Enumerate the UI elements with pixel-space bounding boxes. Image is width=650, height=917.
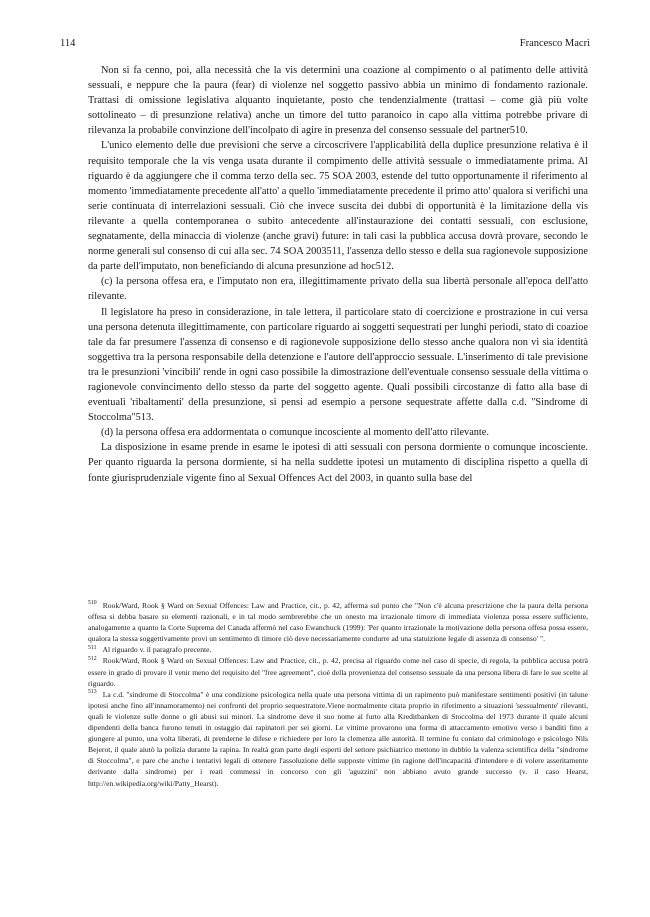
- paragraph: (d) la persona offesa era addormentata o comunque incosciente al momento dell'atto rilevante.: [101, 427, 489, 439]
- footnote-number: 510: [88, 600, 97, 607]
- running-author: Francesco Macrì: [519, 38, 590, 49]
- footnote-text: Rook/Ward, Rook § Ward on Sexual Offences: Law and Practice, cit., p. 42, afferma sul punto che "Non c'è alcuna prescrizione che la paura della persona offesa si debba basare su elementi razionali, e in tal modo sembrerebbe che un onesto ma irrazionale timore di immediata violenza possa essere sufficiente, analogamente a quanto la Corte Suprema del Canada affermò nel caso Ewanchuck (1999): 'Per quanto irrazionale la motivazione della persona offesa possa essere, qualora la stessa soggettivamente provi un sentimento di timore ciò deve necessariamente condurre ad una statuizione legale di assenza di consenso' ".: [88, 601, 588, 644]
- footnotes: [88, 600, 588, 789]
- footnote-text: La c.d. "sindrome di Stoccolma" è una condizione psicologica nella quale una persona vittima di un rapimento può manifestare sentimenti positivi (in talune ipotesi anche fino all'innamoramento) nei confronti del proprio sequestratore.Viene normalmente citata proprio in riferimento a situazioni 'sessualmente' rilevanti, quali le violenze sulle donne o gli abusi sui minori. La sindrome deve il suo nome al furto alla Kreditbanken di Stoccolma del 1973 durante il quale alcuni dipendenti della banca furono tenuti in ostaggio dai rapinatori per sei giorni. Le vittime provarono una forma di attaccamento emotivo verso i banditi fino a giungere al punto, una volta liberati, di prenderne le difese e richiedere per loro la clemenza alle autorità. Il termine fu coniato dal criminologo e psicologo Nils Bejerot, il quale aiutò la polizia durante la rapina. In realtà gran parte degli esperti del settore psichiatrico mettono in dubbio la valenza scientifica della "sindrome di Stoccolma", e pare che anche i tentativi legali di ottenere l'assoluzione delle supposte vittime (in ragione dell'incapacità d'intendere e di volere asseritamente derivante dalla sindrome) per i reati commessi in concorso con gli 'aguzzini' non abbiano avuto grande successo (v. il caso Hearst, http://en.wikipedia.org/wiki/Patty_Hearst).: [88, 689, 588, 788]
- footnote-text: Rook/Ward, Rook § Ward on Sexual Offences: Law and Practice, cit., p. 42, precisa al riguardo come nel caso di specie, di regola, la pubblica accusa potrà essere in grado di provare il venir meno del requisito del "free agreement", cioè della provenienza del consenso sessuale da una persona libera di fare le sue scelte al riguardo.: [88, 656, 588, 688]
- footnote-number: 512: [88, 655, 97, 662]
- footnote: [88, 600, 588, 644]
- paragraph: La disposizione in esame prende in esame le ipotesi di atti sessuali con persona dormiente o comunque incosciente. Per quanto riguarda la persona dormiente, si ha nella suddette ipotesi un mutamento di disciplina rispetto a quella di fonte giurisprudenziale vigente fino al Sexual Offences Act del 2003, in quanto sulla base del: [88, 442, 588, 484]
- paragraph: L'unico elemento delle due previsioni che serve a circoscrivere l'applicabilità della duplice presunzione relativa è il requisito temporale che la vis venga usata durante il compimento delle attività sessuale o immediatamente prima. Al riguardo è da aggiungere che il comma terzo della sec. 75 SOA 2003, estende del tutto opportunamente il riferimento al momento 'immediatamente precedente all'atto' a quello 'immediatamente precedente il primo atto' qualora si verifichi una serie continuata di interrelazioni sessuali. Ciò che invece suscita dei dubbi di opportunità è la limitazione della vis rilevante a quella contemporanea o subito antecedente all'instaurazione dei contatti sessuali, con esclusione, segnatamente, della minaccia di violenze (anche gravi) future: in tali casi la pubblica accusa dovrà provare, secondo le norme generali sul consenso di cui alla sec. 74 SOA 2003511, l'assenza dello stesso e della sua ragionevole supposizione da parte dell'imputato, non beneficiando di alcuna presunzione ad hoc512.: [88, 140, 588, 273]
- paragraph: Non si fa cenno, poi, alla necessità che la vis determini una coazione al compimento o al patimento delle attività sessuali, e neppure che la paura (fear) di violenze nel soggetto passivo abbia un minimo di fondamento razionale. Trattasi di omissione legislativa alquanto inquietante, posto che tendenzialmente (trattasi – come già più volte sottolineato – di presunzione relativa) anche un timore del tutto paranoico in capo alla vittima potrebbe privare di rilevanza la probabile convinzione dell'incolpato di agire in presenza del consenso sessuale del partner510.: [88, 65, 588, 137]
- paragraph: Il legislatore ha preso in considerazione, in tale lettera, il particolare stato di coercizione e prostrazione in cui versa una persona detenuta illegittimamente, con particolare riguardo ai soggetti sequestrati per lunghi periodi, stato di coazioe tale da far presumere l'assenza di consenso e di ragionevole supposizione dello stesso anche qualora non vi sia identità soggettiva tra la persona responsabile della detenzione e l'autore dell'approccio sessuale. L'inserimento di tale previsione tra le presunzioni 'vincibili' rende in ogni caso possibile la dimostrazione dell'eventuale consenso sessuale della vittima o ragionevole convincimento dello stesso da parte del soggetto agente. Quali possibili circostanze di fatto alla base di eventuali 'ribaltamenti' della presunzione, si pensi ad esempio a persone sequestrate affette dalla c.d. "Sindrome di Stoccolma"513.: [88, 306, 588, 424]
- paragraph: (c) la persona offesa era, e l'imputato non era, illegittimamente privato della sua libertà personale all'epoca dell'atto rilevante.: [88, 276, 588, 303]
- footnote: [88, 689, 588, 789]
- footnote: [88, 644, 588, 655]
- footnote-text: Al riguardo v. il paragrafo precente.: [102, 645, 212, 655]
- page-number: 114: [60, 38, 76, 49]
- running-header: [60, 38, 590, 52]
- footnote: [88, 655, 588, 688]
- footnote-number: 513: [88, 689, 97, 696]
- body-text: [88, 63, 588, 486]
- footnote-number: 511: [88, 644, 97, 651]
